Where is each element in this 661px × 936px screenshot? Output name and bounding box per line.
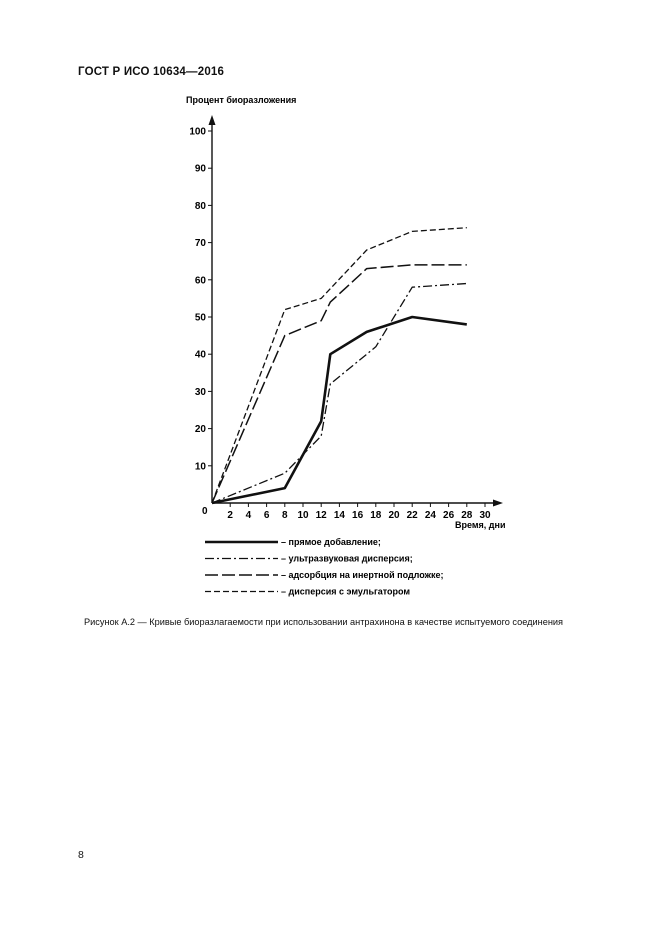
x-tick-label: 4: [245, 510, 252, 521]
y-tick-label: 10: [194, 461, 206, 473]
x-tick-label: 2: [227, 510, 233, 521]
y-tick-label: 50: [194, 312, 206, 324]
chart-axes: [209, 115, 504, 507]
y-tick-label: 100: [189, 126, 206, 138]
y-tick-label: 90: [194, 163, 206, 175]
document-header: ГОСТ Р ИСО 10634—2016: [78, 66, 225, 78]
y-tick-label: 60: [194, 275, 206, 287]
legend-label-1: – прямое добавление;: [281, 537, 381, 547]
series-line-4: [212, 228, 467, 503]
y-axis-title: Процент биоразложения: [186, 95, 297, 105]
x-tick-label: 18: [370, 510, 382, 521]
x-tick-label: 20: [388, 510, 400, 521]
x-tick-label: 8: [282, 510, 288, 521]
legend-label-3: – адсорбция на инертной подложке;: [281, 570, 444, 580]
x-tick-label: 6: [263, 510, 270, 521]
origin-label: 0: [202, 506, 208, 517]
x-tick-label: 14: [333, 510, 345, 521]
series-line-3: [212, 265, 467, 503]
x-axis-arrow: [493, 500, 503, 507]
chart-ticks: [189, 127, 491, 522]
y-tick-label: 70: [194, 238, 206, 250]
legend-label-2: – ультразвуковая дисперсия;: [281, 553, 413, 564]
x-tick-label: 24: [424, 510, 436, 521]
y-tick-label: 80: [194, 200, 206, 212]
y-tick-label: 40: [194, 349, 206, 361]
x-axis-title: Время, дни: [455, 520, 506, 530]
legend-label-4: – дисперсия с эмульгатором: [281, 586, 411, 597]
x-tick-label: 26: [443, 510, 455, 521]
x-tick-label: 10: [297, 510, 309, 521]
y-tick-label: 30: [194, 386, 206, 398]
x-tick-label: 16: [352, 510, 364, 521]
y-tick-label: 20: [194, 424, 206, 436]
x-tick-label: 28: [461, 510, 473, 521]
chart-legend: [205, 537, 444, 597]
page-number: 8: [78, 849, 84, 861]
figure-caption: Рисунок А.2 — Кривые биоразлагаемости при использовании антрахинона в качестве испытуемого соединения: [84, 617, 564, 627]
x-tick-label: 22: [406, 510, 418, 521]
series-line-1: [212, 317, 467, 503]
x-tick-label: 30: [479, 510, 491, 521]
series-line-2: [212, 284, 467, 504]
chart-series: [212, 228, 467, 503]
y-axis-arrow: [209, 115, 216, 125]
x-tick-label: 12: [315, 510, 327, 521]
